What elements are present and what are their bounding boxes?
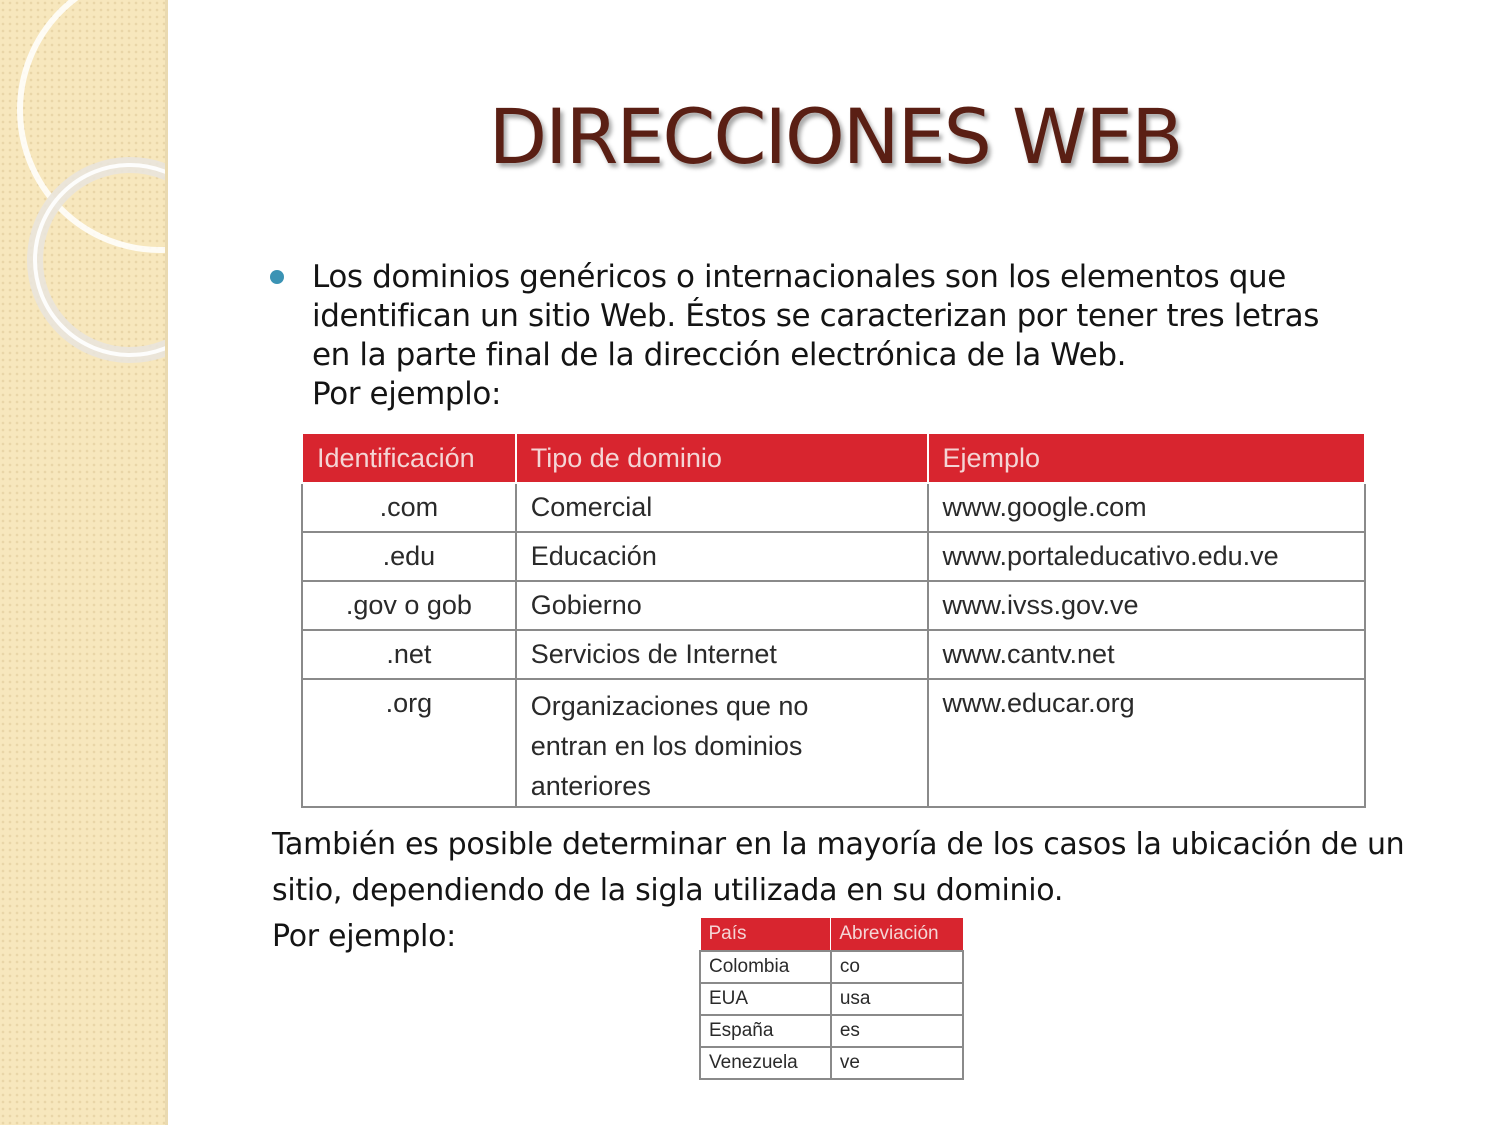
bullet-item [270,258,1440,414]
table-row [302,532,1365,581]
header-tipo-dominio: Tipo de dominio [516,433,928,483]
abbreviation-cell: usa [831,983,963,1015]
decorative-side-band [0,0,168,1125]
table-row [700,983,963,1015]
abbreviation-cell: es [831,1015,963,1047]
domain-id-cell: .gov o gob [302,581,516,630]
domain-id-cell: .net [302,630,516,679]
country-cell: Colombia [700,951,831,983]
table-row [700,951,963,983]
domain-type-cell [516,679,928,807]
country-cell: España [700,1015,831,1047]
page-title: DIRECCIONES WEB [488,92,1182,181]
header-abreviacion: Abreviación [831,918,963,952]
table-row [700,1015,963,1047]
bullet-line: en la parte final de la dirección electrónica de la Web. [312,337,1127,373]
paragraph-line: También es posible determinar en la mayoría de los casos la ubicación de un [272,827,1405,862]
table-row [302,630,1365,679]
table-header-row [302,433,1365,483]
bullet-text [312,258,1440,414]
domain-type-cell: Servicios de Internet [516,630,928,679]
domains-table [301,432,1366,808]
countries-table [699,917,964,1080]
table-row [302,483,1365,532]
country-cell: Venezuela [700,1047,831,1079]
table-row [302,581,1365,630]
table-header-row [700,918,963,952]
header-identificacion: Identificación [302,433,516,483]
header-pais: País [700,918,831,952]
bullet-line: Por ejemplo: [312,376,502,412]
domain-type-line: anteriores [530,771,651,801]
domain-id-cell: .org [302,679,516,807]
bullet-line: identifican un sitio Web. Éstos se caracterizan por tener tres letras [312,298,1319,334]
bullet-line: Los dominios genéricos o internacionales son los elementos que [312,259,1286,295]
bullet-dot-icon [270,270,284,284]
abbreviation-cell: co [831,951,963,983]
table-row [302,679,1365,807]
table-row [700,1047,963,1079]
domain-type-cell: Gobierno [516,581,928,630]
domain-example-cell: www.educar.org [928,679,1366,807]
domain-type-cell: Educación [516,532,928,581]
country-cell: EUA [700,983,831,1015]
domain-id-cell: .com [302,483,516,532]
domain-type-line: entran en los dominios [530,731,803,761]
domain-type-line: Organizaciones que no [530,691,809,721]
header-ejemplo: Ejemplo [928,433,1366,483]
domain-example-cell: www.ivss.gov.ve [928,581,1366,630]
domain-example-cell: www.portaleducativo.edu.ve [928,532,1366,581]
paragraph-line: sitio, dependiendo de la sigla utilizada en su dominio. [272,873,1064,908]
paragraph-line: Por ejemplo: [272,919,456,954]
abbreviation-cell: ve [831,1047,963,1079]
decorative-rings-icon [0,0,165,1125]
domain-id-cell: .edu [302,532,516,581]
domain-example-cell: www.google.com [928,483,1366,532]
domain-example-cell: www.cantv.net [928,630,1366,679]
domain-type-cell: Comercial [516,483,928,532]
